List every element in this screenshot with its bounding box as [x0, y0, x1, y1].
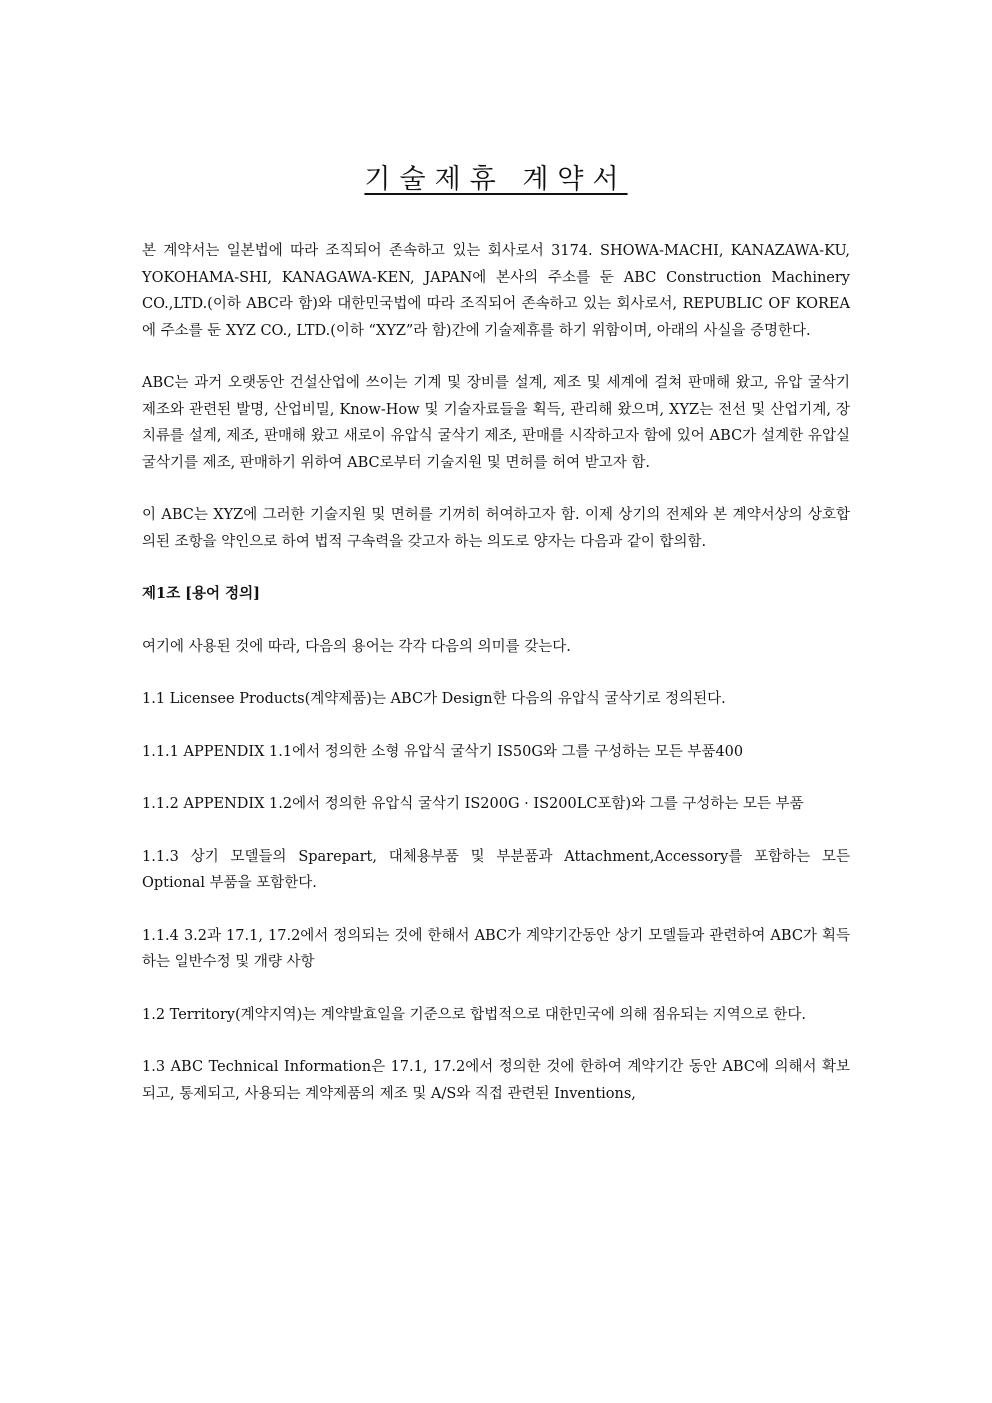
contract-page — [142, 160, 850, 1133]
clause-1-1-3: 1.1.3 상기 모델들의 Sparepart, 대체용부품 및 부분품과 Attachment,Accessory를 포함하는 모든 Optional 부품을 포함한다. — [142, 848, 850, 891]
article-intro: 여기에 사용된 것에 따라, 다음의 용어는 각각 다음의 의미를 갖는다. — [142, 638, 571, 655]
clause-1-2: 1.2 Territory(계약지역)는 계약발효일을 기준으로 합법적으로 대한민국에 의해 점유되는 지역으로 한다. — [142, 1006, 807, 1023]
preamble-paragraph: 이 ABC는 XYZ에 그러한 기술지원 및 면허를 기꺼히 허여하고자 함. 이제 상기의 전제와 본 계약서상의 상호합의된 조항을 약인으로 하여 법적 구속력을 갖고자 하는 의도로 양자는 다음과 같이 합의함. — [142, 507, 850, 550]
preamble-paragraph: ABC는 과거 오랫동안 건설산업에 쓰이는 기계 및 장비를 설계, 제조 및 세계에 걸쳐 판매해 왔고, 유압 굴삭기 제조와 관련된 발명, 산업비밀, Know-How 및 기술자료들을 획득, 관리해 왔으며, XYZ는 전선 및 산업기계, 장치류를 설계, 제조, 판매해 왔고 새로이 유압식 굴삭기 제조, 판매를 시작하고자 함에 있어 ABC가 설계한 유압실 굴삭기를 제조, 판매하기 위하여 ABC로부터 기술지원 및 면허를 허여 받고자 함. — [142, 375, 850, 471]
article-heading: 제1조 [용어 정의] — [142, 585, 260, 602]
clause-1-1-2: 1.1.2 APPENDIX 1.2에서 정의한 유압식 굴삭기 IS200G · IS200LC포함)와 그를 구성하는 모든 부품 — [142, 796, 804, 812]
document-title-text: 기술제휴 계약서 — [364, 164, 628, 195]
document-title — [142, 160, 850, 200]
clause-1-3: 1.3 ABC Technical Information은 17.1, 17.2에서 정의한 것에 한하여 계약기간 동안 ABC에 의해서 확보되고, 통제되고, 사용되는 계약제품의 제조 및 A/S와 직접 관련된 Inventions, — [142, 1059, 850, 1102]
clause-1-1-4: 1.1.4 3.2과 17.1, 17.2에서 정의되는 것에 한해서 ABC가 계약기간동안 상기 모델들과 관련하여 ABC가 획득하는 일반수정 및 개량 사항 — [142, 927, 850, 970]
clause-1-1-1: 1.1.1 APPENDIX 1.1에서 정의한 소형 유압식 굴삭기 IS50G와 그를 구성하는 모든 부품400 — [142, 743, 744, 760]
clause-1-1: 1.1 Licensee Products(계약제품)는 ABC가 Design한 다음의 유압식 굴삭기로 정의된다. — [142, 691, 726, 707]
preamble-paragraph: 본 계약서는 일본법에 따라 조직되어 존속하고 있는 회사로서 3174. SHOWA-MACHI, KANAZAWA-KU, YOKOHAMA-SHI, KANAGAWA-KEN, JAPAN에 본사의 주소를 둔 ABC Construction Machinery CO.,LTD.(이하 ABC라 함)와 대한민국법에 따라 조직되어 존속하고 있는 회사로서, REPUBLIC OF KOREA에 주소를 둔 XYZ CO., LTD.(이하 “XYZ”라 함)간에 기술제휴를 하기 위함이며, 아래의 사실을 증명한다. — [142, 243, 850, 339]
